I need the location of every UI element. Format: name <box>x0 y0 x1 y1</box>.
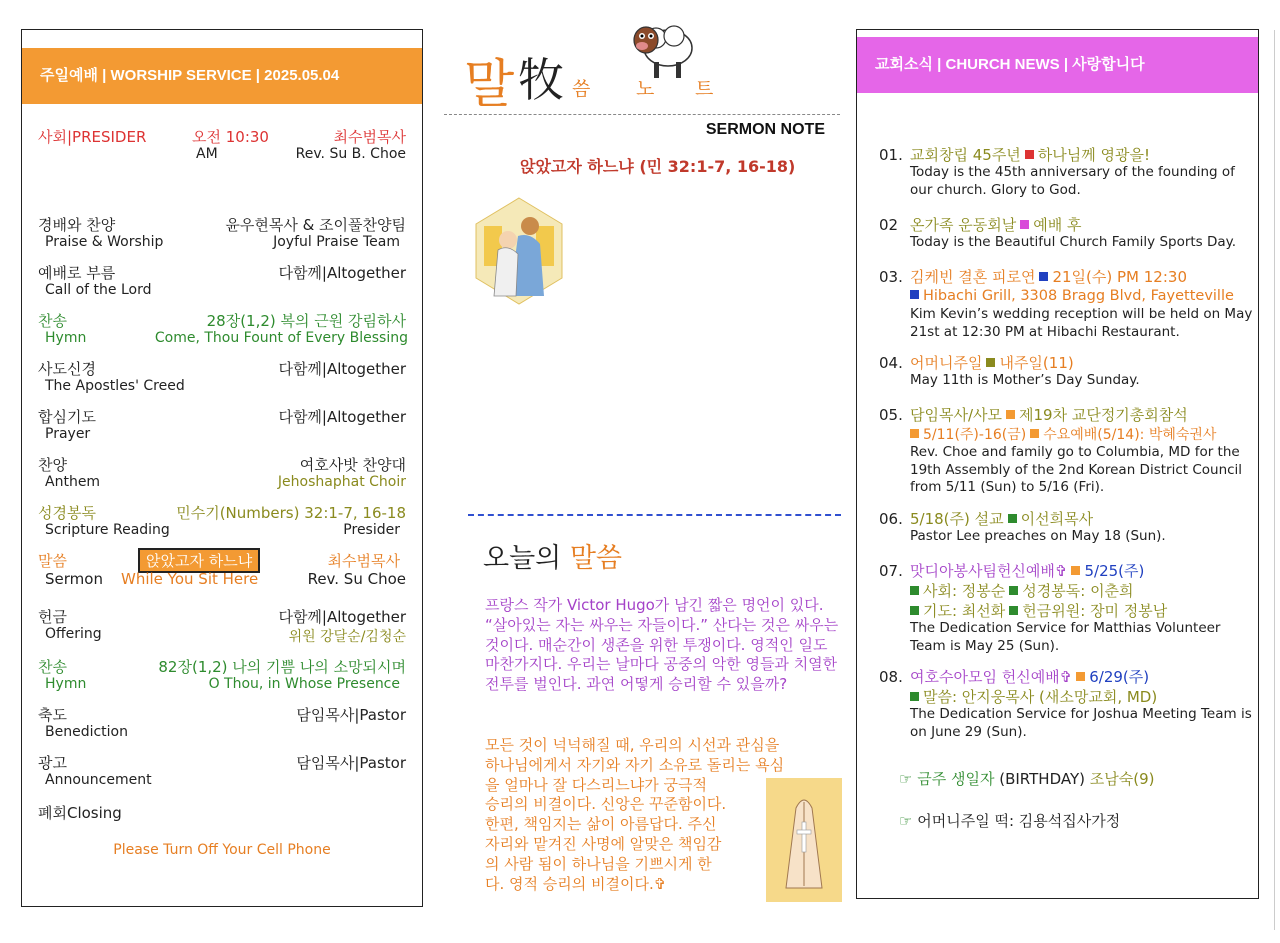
logo-hanja-char: 牧 <box>518 53 564 107</box>
news-english: Today is the 45th anniversary of the founding of our church. Glory to God. <box>910 164 1235 198</box>
order-label: 헌금 <box>38 608 67 626</box>
bullet-square-icon <box>1009 606 1018 615</box>
paragraph-line: 하나님에게서 자기와 자기 소유로 돌리는 욕심 <box>485 755 785 774</box>
sermon-note-label: SERMON NOTE <box>705 121 825 138</box>
order-item <box>22 752 422 789</box>
hymn-title-en: Come, Thou Fount of Every Blessing <box>154 330 408 346</box>
today-word-b: 말씀 <box>569 543 623 574</box>
bullet-square-icon <box>910 429 919 438</box>
news-item <box>879 352 1254 390</box>
news-role: 사회: 정봉순 <box>923 582 1006 600</box>
birthday-line <box>899 768 1154 789</box>
news-speaker: 말씀: 안지웅목사 (새소망교회, MD) <box>923 688 1158 706</box>
news-detail: 내주일(11) <box>999 354 1074 372</box>
order-item <box>22 802 422 822</box>
order-label-en: Hymn <box>45 330 87 346</box>
order-label: 경배와 찬양 <box>38 216 116 234</box>
order-label: 광고 <box>38 754 67 772</box>
order-label-en: Praise & Worship <box>45 234 164 250</box>
service-time: 오전 10:30 <box>192 128 269 146</box>
order-label: 축도 <box>38 706 67 724</box>
page-edge-line <box>1274 30 1275 930</box>
order-item <box>22 606 422 643</box>
order-label-en: Prayer <box>45 426 91 442</box>
order-item <box>22 704 422 741</box>
news-detail: 21일(수) PM 12:30 <box>1052 268 1187 286</box>
order-label: 찬송 <box>38 658 67 676</box>
news-item <box>879 508 1254 546</box>
order-item <box>22 502 422 539</box>
news-title: 5/18(주) 설교 <box>910 510 1004 528</box>
sheep-icon <box>626 14 696 82</box>
paragraph-line: 자리와 맡겨진 사명에 알맞은 책임감 <box>485 834 722 853</box>
today-word-a: 오늘의 <box>483 543 570 574</box>
bullet-square-icon <box>1030 429 1039 438</box>
order-label: 폐회Closing <box>38 804 122 822</box>
service-am: AM <box>196 146 218 162</box>
news-detail: 예배 후 <box>1033 216 1082 234</box>
rice-cake-donor: 어머니주일 떡: 김용석집사가정 <box>917 812 1121 830</box>
presider-name-en: Rev. Su B. Choe <box>295 146 406 162</box>
order-label: 사도신경 <box>38 360 96 378</box>
sermon-title-box: 앉았고자 하느냐 <box>138 548 260 573</box>
bullet-square-icon <box>1071 566 1080 575</box>
order-item <box>22 406 422 443</box>
offering-committee: 위원 강달순/김청순 <box>288 629 406 645</box>
choir-name-en: Jehoshaphat Choir <box>277 474 406 490</box>
order-item <box>22 262 422 299</box>
order-label-en: Scripture Reading <box>45 522 170 538</box>
sermon-paragraph-1: 프랑스 작가 Victor Hugo가 남긴 짧은 명언이 있다. “살아있는 자는 싸우는 자들이다.” 산다는 것은 싸우는 것이다. 매순간이 생존을 위한 투쟁이다. 영적인 일도 마찬가지다. 우리는 날마다 공중의 악한 영들과 치열한 전투를 벌인다. 과연 어떻게 승리할 수 있을까? <box>485 596 839 694</box>
news-detail: 6/29(주) <box>1089 668 1150 686</box>
logo-small-char: 트 <box>695 78 714 100</box>
bullet-square-icon <box>1006 410 1015 419</box>
news-role: 성경봉독: 이춘희 <box>1022 582 1134 600</box>
news-role: 헌금위원: 장미 정봉남 <box>1022 602 1168 620</box>
news-title: 교회창립 45주년 <box>910 146 1021 164</box>
sermon-title-en: While You Sit Here <box>121 570 259 588</box>
praying-man-image <box>474 196 564 306</box>
paragraph-line: 한편, 책임지는 삶이 아름답다. 주신 <box>485 815 717 834</box>
paragraph-line: 모든 것이 넉넉해질 때, 우리의 시선과 관심을 <box>485 736 780 754</box>
news-wednesday-service: 수요예배(5/14): 박혜숙권사 <box>1043 427 1217 443</box>
presider-block <box>22 126 422 163</box>
bullet-square-icon <box>1020 220 1029 229</box>
birthday-label: 금주 생일자 <box>917 770 995 788</box>
order-item <box>22 310 422 347</box>
hymn-title-en: O Thou, in Whose Presence <box>208 676 400 692</box>
order-leader: 다함께|Altogether <box>278 408 406 426</box>
hymn-title: 82장(1,2) 나의 기쁨 나의 소망되시며 <box>158 658 406 676</box>
news-item <box>879 214 1254 252</box>
order-label-en: Anthem <box>45 474 101 490</box>
news-english: May 11th is Mother’s Day Sunday. <box>910 372 1140 388</box>
bullet-square-icon <box>1076 672 1085 681</box>
order-label-en: Call of the Lord <box>45 282 152 298</box>
birthday-label-en: (BIRTHDAY) <box>999 770 1085 788</box>
bullet-square-icon <box>1008 514 1017 523</box>
order-leader-en: Presider <box>343 522 400 538</box>
order-leader: 다함께|Altogether <box>278 360 406 378</box>
news-title: 김케빈 결혼 피로연 <box>910 268 1036 286</box>
praying-hands-image <box>766 778 842 902</box>
news-title: 맛디아봉사팀헌신예배✞ <box>910 562 1068 580</box>
order-item <box>22 656 422 693</box>
news-title: 온가족 운동회날 <box>910 216 1017 234</box>
order-item-sermon <box>22 550 422 590</box>
news-number: 04. <box>879 354 903 372</box>
order-label-en: Hymn <box>45 676 87 692</box>
order-leader-en: Joyful Praise Team <box>273 234 400 250</box>
order-leader: 다함께|Altogether <box>278 608 406 626</box>
order-label: 찬송 <box>38 312 67 330</box>
news-detail: 이선희목사 <box>1020 510 1094 528</box>
news-english: The Dedication Service for Matthias Volunteer Team is May 25 (Sun). <box>910 620 1221 654</box>
order-label: 합심기도 <box>38 408 96 426</box>
news-detail: 5/25(주) <box>1084 562 1145 580</box>
news-role: 기도: 최선화 <box>923 602 1006 620</box>
news-number: 05. <box>879 406 903 424</box>
order-leader: 윤우현목사 & 조이풀찬양팀 <box>225 216 406 234</box>
news-detail: 하나님께 영광을! <box>1037 146 1151 164</box>
phone-note: Please Turn Off Your Cell Phone <box>113 842 331 858</box>
section-divider <box>468 514 841 516</box>
news-number: 01. <box>879 146 903 164</box>
order-label: 찬양 <box>38 456 67 474</box>
order-label-en: Benediction <box>45 724 128 740</box>
bullet-square-icon <box>910 692 919 701</box>
pointing-hand-icon: ☞ <box>899 812 913 830</box>
today-word-title <box>483 536 622 575</box>
order-label-en: The Apostles' Creed <box>45 378 185 394</box>
bullet-square-icon <box>910 586 919 595</box>
paragraph-line: 을 얼마나 잘 다스리느냐가 궁극적 <box>485 775 707 794</box>
pointing-hand-icon: ☞ <box>899 770 913 788</box>
news-detail: 제19차 교단정기총회참석 <box>1019 406 1188 424</box>
hymn-title: 28장(1,2) 복의 근원 강림하사 <box>206 312 406 330</box>
rice-cake-line <box>899 810 1120 831</box>
news-number: 08. <box>879 668 903 686</box>
news-header: 교회소식 | CHURCH NEWS | 사랑합니다 <box>857 37 1258 93</box>
order-label: 말씀 <box>38 552 67 570</box>
order-leader: 담임목사|Pastor <box>296 706 406 724</box>
order-item <box>22 358 422 395</box>
news-item <box>879 666 1254 741</box>
news-english: The Dedication Service for Joshua Meeting Team is on June 29 (Sun). <box>910 706 1252 740</box>
presider-name: 최수범목사 <box>333 128 406 146</box>
paragraph-line: 승리의 비결이다. 신앙은 꾸준함이다. <box>485 795 727 814</box>
choir-name: 여호사밧 찬양대 <box>299 456 406 474</box>
bullet-square-icon <box>986 358 995 367</box>
news-item <box>879 560 1254 655</box>
presider-label: 사회|PRESIDER <box>38 128 147 146</box>
order-label-en: Offering <box>45 626 102 642</box>
order-label-en: Sermon <box>45 570 103 588</box>
news-number: 02 <box>879 216 899 234</box>
preacher-name-en: Rev. Su Choe <box>307 570 406 588</box>
order-label-en: Announcement <box>45 772 152 788</box>
church-news-panel <box>856 29 1259 899</box>
news-title: 여호수아모임 헌신예배✞ <box>910 668 1073 686</box>
order-label: 예배로 부름 <box>38 264 116 282</box>
logo-small-char: 씀 <box>572 78 591 100</box>
worship-header: 주일예배 | WORSHIP SERVICE | 2025.05.04 <box>22 48 422 104</box>
news-english: Rev. Choe and family go to Columbia, MD for the 19th Assembly of the 2nd Korean District Council from 5/11 (Sun) to 5/16 (Fri). <box>910 444 1243 495</box>
news-number: 07. <box>879 562 903 580</box>
sermon-title: 앉았고자 하느냐 (민 32:1-7, 16-18) <box>520 157 796 176</box>
news-number: 06. <box>879 510 903 528</box>
order-item <box>22 214 422 251</box>
news-date-range: 5/11(주)-16(금) <box>923 427 1027 443</box>
worship-order-panel <box>21 29 423 907</box>
logo-small-char: 노 <box>636 78 655 100</box>
sermon-note-column <box>440 10 845 930</box>
news-item <box>879 266 1254 341</box>
order-label: 성경봉독 <box>38 504 96 522</box>
bullet-square-icon <box>1009 586 1018 595</box>
logo-main-char: 말 <box>464 55 515 115</box>
news-english: Kim Kevin’s wedding reception will be held on May 21st at 12:30 PM at Hibachi Restaurant. <box>910 306 1253 340</box>
news-item <box>879 404 1254 497</box>
preacher-name: 최수범목사 <box>327 552 400 570</box>
news-number: 03. <box>879 268 903 286</box>
bullet-square-icon <box>910 290 919 299</box>
news-english: Pastor Lee preaches on May 18 (Sun). <box>910 528 1166 544</box>
news-location: Hibachi Grill, 3308 Bragg Blvd, Fayetteville <box>923 288 1234 304</box>
paragraph-line: 다. 영적 승리의 비결이다.✞ <box>485 874 667 893</box>
bullet-square-icon <box>1039 272 1048 281</box>
news-item <box>879 144 1254 199</box>
title-divider <box>444 114 840 115</box>
news-title: 어머니주일 <box>910 354 983 372</box>
paragraph-line: 의 사람 됨이 하나님을 기쁘시게 한 <box>485 854 712 873</box>
news-english: Today is the Beautiful Church Family Sports Day. <box>910 234 1237 250</box>
scripture-ref: 민수기(Numbers) 32:1-7, 16-18 <box>176 504 406 522</box>
birthday-name: 조남숙(9) <box>1089 770 1155 788</box>
bullet-square-icon <box>1025 150 1034 159</box>
order-leader: 다함께|Altogether <box>278 264 406 282</box>
order-item <box>22 454 422 491</box>
order-leader: 담임목사|Pastor <box>296 754 406 772</box>
news-title: 담임목사/사모 <box>910 406 1002 424</box>
bullet-square-icon <box>910 606 919 615</box>
